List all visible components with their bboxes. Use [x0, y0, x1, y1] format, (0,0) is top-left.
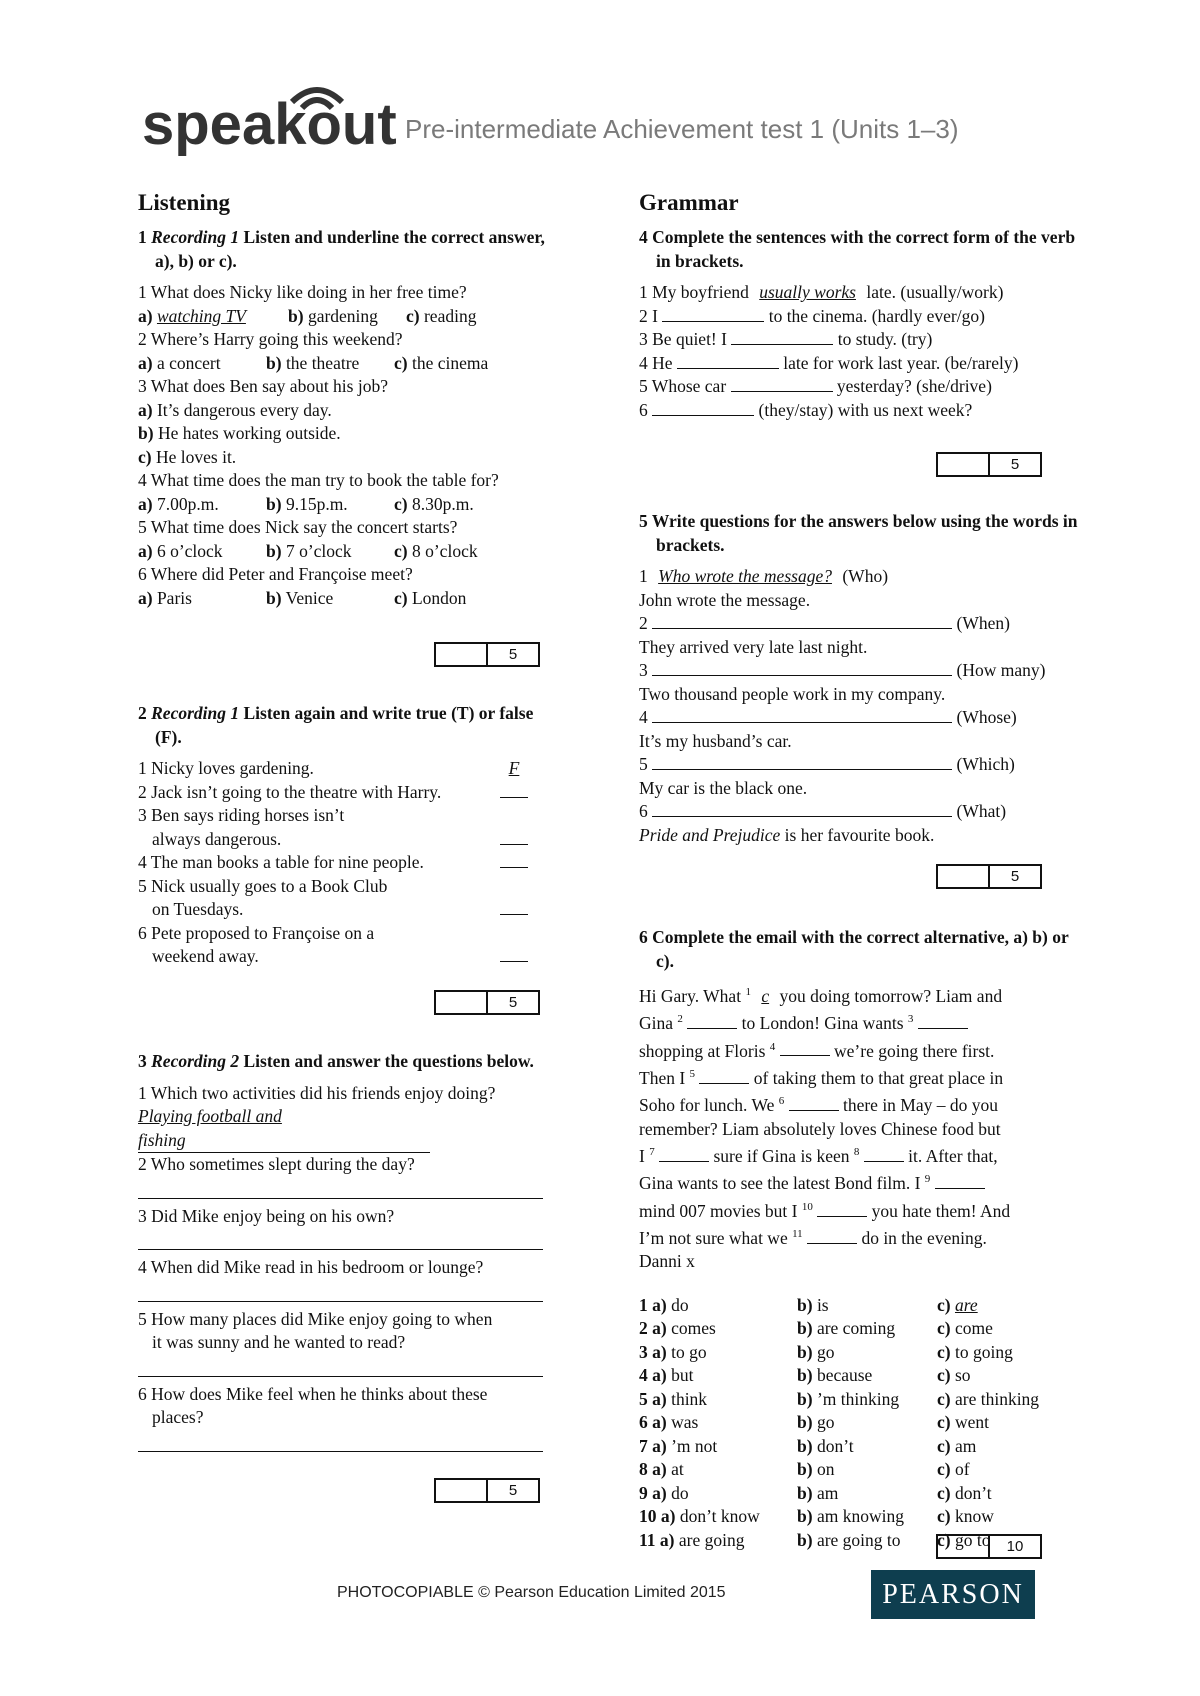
ex2-block — [138, 702, 558, 969]
ex6-option-row-4: 4 a) but b) because c) so — [639, 1365, 971, 1386]
ex6-option-row-3: 3 a) to go b) go c) to going — [639, 1341, 1013, 1362]
ex6-email — [639, 981, 1079, 1274]
ex6-block — [639, 926, 1079, 1552]
email-line-2: Gina $^2$ to London! Gina wants $^3$ — [639, 1008, 1079, 1035]
ex5-score-box[interactable]: 5 — [936, 864, 1042, 889]
ex4-blank-4[interactable] — [677, 353, 779, 369]
email-line-1: Hi Gary. What $^1$ c you doing tomorrow? Liam and — [639, 985, 1003, 1006]
ex1-items — [138, 281, 558, 610]
ex2-items — [138, 757, 528, 969]
ex5-items — [639, 565, 1079, 847]
ex2-item-6-cont: weekend away. — [138, 945, 528, 969]
ex5-item-6: 6 (What) — [639, 801, 1007, 821]
ex5-blank-4[interactable] — [652, 707, 952, 723]
ex4-blank-6[interactable] — [652, 400, 754, 416]
ex3-answer-2[interactable] — [138, 1177, 543, 1199]
ex5-response-5: My car is the black one. — [639, 777, 808, 798]
ex4-item-4: 4 He late for work last year. (be/rarely) — [639, 352, 1019, 373]
ex6-option-row-2: 2 a) comes b) are coming c) come — [639, 1318, 993, 1339]
ex5-blank-2[interactable] — [652, 613, 952, 629]
ex6-option-row-8: 8 a) at b) on c) of — [639, 1459, 970, 1480]
ex3-a1-line2[interactable]: fishing — [138, 1129, 430, 1154]
ex5-item-4: 4 (Whose) — [639, 707, 1017, 727]
ex1-q1: 1 What does Nicky like doing in her free time? — [138, 282, 467, 302]
ex3-instruction: 3 Recording 2 Listen and answer the questions below. — [138, 1051, 534, 1071]
ex6-option-row-6: 6 a) was b) go c) went — [639, 1412, 990, 1433]
ex4-blank-5[interactable] — [731, 376, 833, 392]
ex3-q5: 5 How many places did Mike enjoy going to when — [138, 1308, 493, 1329]
ex4-item-3: 3 Be quiet! I to study. (try) — [639, 329, 933, 349]
test-title: Pre-intermediate Achievement test 1 (Units 1–3) — [405, 114, 959, 144]
ex3-q6-cont: places? — [152, 1407, 204, 1427]
ex3-answer-5[interactable] — [138, 1355, 543, 1377]
ex3-q5-cont: it was sunny and he wanted to read? — [152, 1332, 406, 1352]
ex1-options-5: a) 6 o’clock b) 7 o’clock c) 8 o’clock — [138, 540, 478, 561]
ex6-option-row-1: 1 a) do b) is c) are — [639, 1294, 978, 1315]
ex5-instruction: 5 Write questions for the answers below using the words in brackets. — [639, 511, 1078, 555]
ex2-answer-2[interactable] — [500, 797, 528, 798]
ex2-answer-1: F — [508, 758, 520, 778]
ex6-instruction: 6 Complete the email with the correct alternative, a) b) or c). — [639, 927, 1069, 971]
ex4-blank-2[interactable] — [662, 306, 764, 322]
ex1-options-2: a) a concert b) the theatre c) the cinema — [138, 352, 489, 373]
ex1-options-6: a) Paris b) Venice c) London — [138, 587, 467, 608]
ex5-response-4: It’s my husband’s car. — [639, 730, 792, 751]
ex3-answer-6[interactable] — [138, 1430, 543, 1452]
ex4-item-6: 6 (they/stay) with us next week? — [639, 399, 973, 420]
ex2-item-6: 6 Pete proposed to Françoise on a — [138, 922, 375, 943]
email-blank-9[interactable] — [935, 1173, 985, 1189]
ex3-q1: 1 Which two activities did his friends enjoy doing? — [138, 1082, 496, 1103]
ex5-item-1: 1 Who wrote the message? (Who) — [639, 566, 889, 586]
ex6-option-row-10: 10 a) don’t know b) am knowing c) know — [639, 1506, 994, 1527]
ex2-answer-6[interactable] — [500, 961, 528, 962]
ex1-score-box[interactable]: 5 — [434, 642, 540, 667]
ex1-instruction: 1 Recording 1 Listen and underline the correct answer, a), b) or c). — [138, 227, 545, 271]
ex3-score-box[interactable]: 5 — [434, 1478, 540, 1503]
ex4-blank-3[interactable] — [731, 329, 833, 345]
ex4-item-2: 2 I to the cinema. (hardly ever/go) — [639, 305, 985, 326]
email-line-9: mind 007 movies but I $^{10}$ you hate them! And — [639, 1200, 1011, 1221]
ex1-q5: 5 What time does Nick say the concert starts? — [138, 517, 458, 537]
email-blank-3[interactable] — [918, 1013, 968, 1029]
ex5-response-6: Pride and Prejudice is her favourite book. — [639, 824, 935, 845]
ex2-item-3: 3 Ben says riding horses isn’t — [138, 805, 345, 825]
listening-heading: Listening — [138, 190, 231, 215]
ex5-blank-5[interactable] — [652, 754, 952, 770]
pearson-logo: PEARSON — [871, 1570, 1035, 1619]
ex5-response-2: They arrived very late last night. — [639, 636, 868, 657]
ex2-item-2: 2 Jack isn’t going to the theatre with Harry. — [138, 781, 528, 805]
ex3-q3: 3 Did Mike enjoy being on his own? — [138, 1205, 395, 1226]
ex1-q2: 2 Where’s Harry going this weekend? — [138, 329, 403, 349]
email-blank-11[interactable] — [807, 1228, 857, 1244]
speakout-logo — [142, 72, 398, 156]
ex2-answer-4[interactable] — [500, 867, 528, 868]
ex1-q3: 3 What does Ben say about his job? — [138, 376, 388, 396]
ex5-item-2: 2 (When) — [639, 613, 1010, 633]
ex1-option-3b: b) He hates working outside. — [138, 423, 341, 443]
email-line-3: shopping at Floris $^4$ we’re going there first. — [639, 1040, 995, 1061]
ex5-response-3: Two thousand people work in my company. — [639, 683, 946, 704]
email-answer-1: c — [761, 985, 770, 1006]
grammar-heading: Grammar — [639, 190, 739, 215]
ex5-response-1: John wrote the message. — [639, 589, 811, 610]
ex4-instruction: 4 Complete the sentences with the correct form of the verb in brackets. — [639, 227, 1076, 271]
ex4-item-5: 5 Whose car yesterday? (she/drive) — [639, 376, 992, 396]
ex2-answer-3[interactable] — [500, 844, 528, 845]
copyright-footer: PHOTOCOPIABLE © Pearson Education Limited 2015 — [337, 1584, 726, 1601]
ex3-q4: 4 When did Mike read in his bedroom or lounge? — [138, 1257, 484, 1277]
email-line-6: remember? Liam absolutely loves Chinese food but — [639, 1118, 1001, 1139]
email-blank-8[interactable] — [864, 1146, 904, 1162]
ex4-score-box[interactable]: 5 — [936, 452, 1042, 477]
ex2-answer-5[interactable] — [500, 914, 528, 915]
ex2-item-4: 4 The man books a table for nine people. — [138, 851, 528, 875]
ex1-option-3a: a) It’s dangerous every day. — [138, 399, 332, 420]
email-line-4: Then I $^5$ of taking them to that great place in — [639, 1067, 1004, 1088]
ex1-options-1: a) watching TV b) gardening c) reading — [138, 305, 477, 326]
grammar-column — [639, 190, 1079, 422]
ex3-a1-line1: Playing football and — [138, 1106, 282, 1126]
ex5-block — [639, 510, 1079, 847]
ex2-item-5-cont: on Tuesdays. — [138, 898, 528, 922]
email-line-7: I $^7$ sure if Gina is keen $^8$ it. After that, — [639, 1145, 998, 1166]
ex2-item-3-cont: always dangerous. — [138, 828, 528, 852]
ex1-options-4: a) 7.00p.m. b) 9.15p.m. c) 8.30p.m. — [138, 493, 474, 514]
ex5-item-5: 5 (Which) — [639, 754, 1015, 774]
ex6-score-box[interactable]: 10 — [936, 1534, 1042, 1559]
ex1-q6: 6 Where did Peter and Françoise meet? — [138, 564, 413, 584]
ex3-block — [138, 1050, 558, 1452]
speakout-logo-text: speakout — [142, 92, 397, 156]
email-line-5: Soho for lunch. We $^6$ there in May – do you — [639, 1095, 999, 1116]
email-blank-6[interactable] — [789, 1095, 839, 1111]
email-line-8: Gina wants to see the latest Bond film. I $^9$ — [639, 1168, 1079, 1195]
ex5-blank-6[interactable] — [652, 801, 952, 817]
email-signoff: Danni x — [639, 1251, 695, 1272]
ex5-item-3: 3 (How many) — [639, 660, 1046, 680]
email-blank-2[interactable] — [687, 1013, 737, 1029]
ex1-q4: 4 What time does the man try to book the table for? — [138, 470, 499, 490]
email-blank-7[interactable] — [659, 1146, 709, 1162]
ex2-item-1: 1 Nicky loves gardening. F — [138, 757, 528, 781]
ex2-score-box[interactable]: 5 — [434, 990, 540, 1015]
email-blank-4[interactable] — [780, 1040, 830, 1056]
ex6-option-row-7: 7 a) ’m not b) don’t c) am — [639, 1435, 977, 1456]
email-blank-10[interactable] — [817, 1201, 867, 1217]
ex3-answer-4[interactable] — [138, 1280, 543, 1302]
ex1-option-3c: c) He loves it. — [138, 446, 237, 467]
ex4-items — [639, 281, 1079, 422]
ex6-option-row-11: 11 a) are going b) are going to c) go to — [639, 1529, 991, 1550]
ex6-option-row-9: 9 a) do b) am c) don’t — [639, 1482, 992, 1503]
ex6-options — [639, 1294, 1079, 1553]
ex3-answer-3[interactable] — [138, 1228, 543, 1250]
ex5-blank-3[interactable] — [652, 660, 952, 676]
ex6-option-row-5: 5 a) think b) ’m thinking c) are thinking — [639, 1388, 1040, 1409]
ex3-q6: 6 How does Mike feel when he thinks about these — [138, 1383, 488, 1404]
ex2-item-5: 5 Nick usually goes to a Book Club — [138, 875, 388, 896]
email-line-10: I’m not sure what we $^{11}$ do in the evening. — [639, 1227, 987, 1248]
ex3-q2: 2 Who sometimes slept during the day? — [138, 1154, 415, 1174]
email-blank-5[interactable] — [699, 1068, 749, 1084]
ex2-instruction: 2 Recording 1 Listen again and write true (T) or false (F). — [138, 703, 534, 747]
listening-column — [138, 190, 558, 610]
ex5-answer-1: Who wrote the message? — [658, 566, 832, 586]
ex3-items — [138, 1082, 543, 1452]
ex4-item-1: 1 My boyfriend usually works late. (usually/work) — [639, 282, 1004, 302]
ex4-answer-1: usually works — [759, 282, 856, 302]
